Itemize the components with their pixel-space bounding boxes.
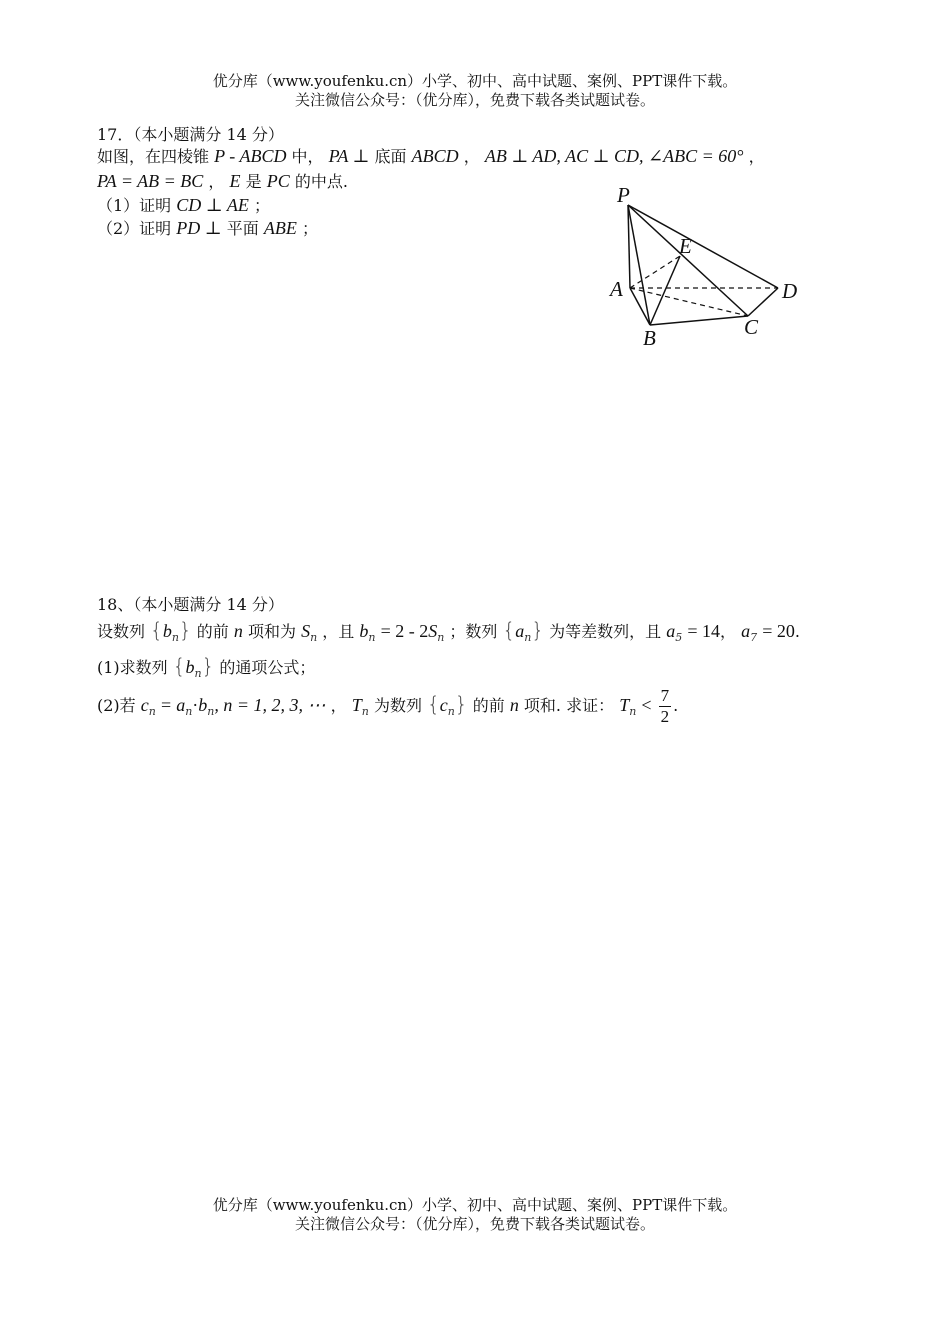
math-eq-20: = 20 <box>762 621 795 641</box>
sub-n: n <box>194 667 202 680</box>
label-d: D <box>782 279 798 303</box>
less-than: < <box>641 695 652 715</box>
sub-n: n <box>368 631 376 644</box>
edge-pd <box>628 205 778 288</box>
math-cd-perp-ae: CD ⊥ AE <box>176 195 249 215</box>
text: ， <box>720 622 737 641</box>
sub-n: n <box>171 631 179 644</box>
text: ； <box>302 219 319 238</box>
text: 底面 <box>374 147 407 166</box>
text: ，且 <box>322 622 355 641</box>
math-pd-perp: PD ⊥ <box>176 218 222 238</box>
q18-stem-line <box>97 618 800 644</box>
sub-7: 7 <box>750 631 758 644</box>
header-line-2: 关注微信公众号：（优分库），免费下载各类试题试卷。 <box>294 91 655 109</box>
text: 设数列 <box>97 622 146 641</box>
var-a: a <box>666 621 676 641</box>
sub-n: n <box>148 705 156 718</box>
math-pa-perp: PA ⊥ <box>328 146 370 166</box>
q18-part-2 <box>97 686 678 727</box>
math-abe: ABE <box>263 218 297 238</box>
sub-n: n <box>310 631 318 644</box>
brace-close: } <box>201 654 215 678</box>
sub-n: n <box>185 705 193 718</box>
text: 项和为 <box>247 622 296 641</box>
edge-bc <box>650 316 748 325</box>
q18-part-1 <box>97 654 315 680</box>
text: 如图，在四棱锥 <box>97 147 210 166</box>
text: ， <box>208 172 225 191</box>
text: (1)求数列 <box>97 658 168 677</box>
fraction-numerator: 7 <box>660 686 670 705</box>
text: （2）证明 <box>97 219 172 238</box>
text: ， <box>748 147 765 166</box>
q18-title: 18、（本小题满分 14 分） <box>97 595 284 614</box>
label-p: P <box>617 183 630 207</box>
text: ；数列 <box>449 622 498 641</box>
math-abcd: ABCD <box>411 146 459 166</box>
sub-5: 5 <box>675 631 683 644</box>
brace-open: { <box>172 654 186 678</box>
var-a: a <box>176 695 186 715</box>
sub-n: n <box>361 705 369 718</box>
text: (2)若 <box>97 696 136 715</box>
sub-n: n <box>437 631 445 644</box>
fraction-denominator: 2 <box>660 707 670 726</box>
math-conditions: AB ⊥ AD, AC ⊥ CD, ∠ABC = 60° <box>484 146 744 166</box>
eq-sign: = <box>160 695 172 715</box>
text: 的前 <box>196 622 229 641</box>
header-line-1: 优分库（www.youfenku.cn）小学、初中、高中试题、案例、PPT课件下载。 <box>212 72 738 90</box>
dot: · <box>192 695 199 715</box>
var-s: S <box>301 621 311 641</box>
text: 的中点. <box>294 172 348 191</box>
footer-line-2: 关注微信公众号：（优分库），免费下载各类试题试卷。 <box>294 1215 655 1233</box>
math-pyramid: P - ABCD <box>214 146 287 166</box>
text: 为数列 <box>373 696 422 715</box>
math-equal-edges: PA = AB = BC <box>97 171 204 191</box>
var-c: c <box>140 695 149 715</box>
var-t: T <box>351 695 362 715</box>
var-b: b <box>162 621 172 641</box>
var-n: n <box>509 695 519 715</box>
label-b: B <box>643 326 656 350</box>
edge-be <box>650 256 680 325</box>
text: （1）证明 <box>97 196 172 215</box>
label-c: C <box>744 315 759 339</box>
brace-close: } <box>178 618 192 642</box>
text: 为等差数列，且 <box>549 622 662 641</box>
var-c: c <box>439 695 448 715</box>
sub-n: n <box>207 705 215 718</box>
var-a: a <box>515 621 525 641</box>
brace-close: } <box>531 618 545 642</box>
label-a: A <box>610 277 623 301</box>
math-e: E <box>229 171 241 191</box>
var-a: a <box>741 621 751 641</box>
text: ； <box>253 196 270 215</box>
q17-title: 17．（本小题满分 14 分） <box>97 125 284 144</box>
brace-open: { <box>150 618 163 642</box>
text: ， <box>330 696 347 715</box>
sub-n: n <box>524 631 532 644</box>
var-n: n <box>233 621 243 641</box>
q17-stem-line-2 <box>97 169 348 192</box>
q17-part-2 <box>97 216 318 239</box>
text: ， <box>463 147 480 166</box>
brace-open: { <box>502 618 516 642</box>
footer-line-1: 优分库（www.youfenku.cn）小学、初中、高中试题、案例、PPT课件下载。 <box>212 1196 738 1214</box>
math-eq-14: = 14 <box>687 621 721 641</box>
fraction-seven-halves <box>659 686 672 727</box>
sub-n: n <box>629 705 637 718</box>
sub-n: n <box>447 705 455 718</box>
text: 的通项公式； <box>219 658 316 677</box>
text: . <box>794 622 800 641</box>
var-b: b <box>359 621 369 641</box>
var-b: b <box>185 657 195 677</box>
brace-close: } <box>454 692 468 716</box>
math-pc: PC <box>266 171 290 191</box>
var-b: b <box>198 695 208 715</box>
pyramid-figure <box>600 180 810 355</box>
text: 平面 <box>226 219 259 238</box>
text: 中， <box>291 147 324 166</box>
brace-open: { <box>427 692 440 716</box>
math-sequence: , n = 1, 2, 3, ⋯ <box>214 695 326 715</box>
var-s: S <box>428 621 438 641</box>
q17-part-1 <box>97 193 270 216</box>
text: 的前 <box>472 696 505 715</box>
edge-cd <box>748 288 778 316</box>
q17-stem-line-1 <box>97 144 765 167</box>
label-e: E <box>679 234 692 258</box>
text: 项和. 求证： <box>523 696 615 715</box>
math-eq: = 2 - 2 <box>380 621 429 641</box>
text: . <box>673 696 679 715</box>
text: 是 <box>245 172 262 191</box>
var-t: T <box>619 695 630 715</box>
